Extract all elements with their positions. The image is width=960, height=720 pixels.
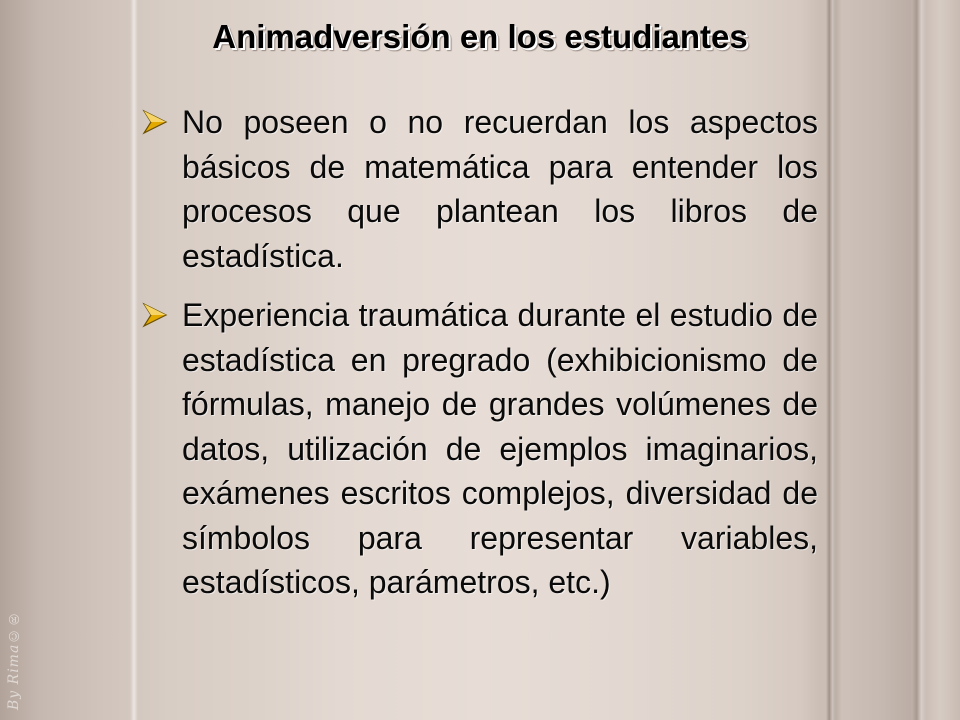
scroll-fold-right [826,0,836,720]
scroll-fold-far-right [912,0,926,720]
arrowhead-bullet-icon [142,302,168,328]
bullet-item [142,100,818,278]
bullet-text: Experiencia traumática durante el estudio de estadística en pregrado (exhibicionismo de fórmulas, manejo de grandes volúmenes de datos, utilización de ejemplos imaginarios, exámenes escritos complejos, diversidad de símbolos para representar variables, estadísticos, parámetros, etc.) [182,297,818,600]
bullet-item [142,293,818,605]
slide-title: Animadversión en los estudiantes [212,18,748,55]
author-watermark: By Rima©® [6,609,22,710]
bullet-list [142,100,818,605]
arrowhead-bullet-icon [142,109,168,135]
scroll-fold-left [130,0,138,720]
bullet-text: No poseen o no recuerdan los aspectos básicos de matemática para entender los procesos que plantean los libros de estadística. [182,104,818,274]
